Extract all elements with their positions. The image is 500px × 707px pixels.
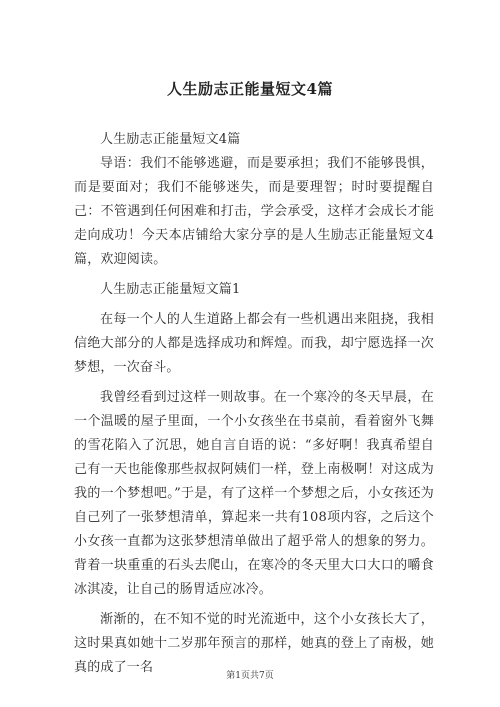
intro-paragraph: 导语：我们不能够逃避，而是要承担；我们不能够畏惧，而是要面对；我们不能够迷失，而是要理智；时时要提醒自己：不管遇到任何困难和打击，学会承受，这样才会成长才能走向成功！今天本店铺给大家分享的是人生励志正能量短文4篇，欢迎阅读。 — [74, 156, 434, 267]
document-title: 人生励志正能量短文4篇 — [167, 80, 333, 98]
page-number: 第1页共7页 — [226, 671, 274, 681]
document-body — [74, 128, 434, 680]
subtitle-paragraph: 人生励志正能量短文4篇 — [100, 132, 241, 147]
body-paragraph: 我曾经看到过这样一则故事。在一个寒冷的冬天早晨，在一个温暖的屋子里面，一个小女孩坐在书桌前，看着窗外飞舞的雪花陷入了沉思，她自言自语的说：“多好啊！我真希望自己有一天也能像那些叔叔阿姨们一样，登上南极啊！对这成为我的一个梦想吧。”于是，有了这样一个梦想之后，小女孩还为自己列了一张梦想清单，算起来一共有108项内容，之后这个小女孩一直都为这张梦想清单做出了超乎常人的想象的努力。背着一块重重的石头去爬山，在寒冷的冬天里大口大口的嚼食冰淇凌，让自己的肠胃适应冰冷。 — [74, 390, 434, 597]
body-paragraph: 渐渐的，在不知不觉的时光流逝中，这个小女孩长大了，这时果真如她十二岁那年预言的那样，她真的登上了南极，她真的成了一名 — [74, 612, 434, 675]
section-heading: 人生励志正能量短文篇1 — [100, 282, 241, 297]
body-paragraph: 在每一个人的人生道路上都会有一些机遇出来阻挠，我相信绝大部分的人都是选择成功和辉煌。而我，却宁愿选择一次梦想，一次奋斗。 — [74, 312, 434, 375]
